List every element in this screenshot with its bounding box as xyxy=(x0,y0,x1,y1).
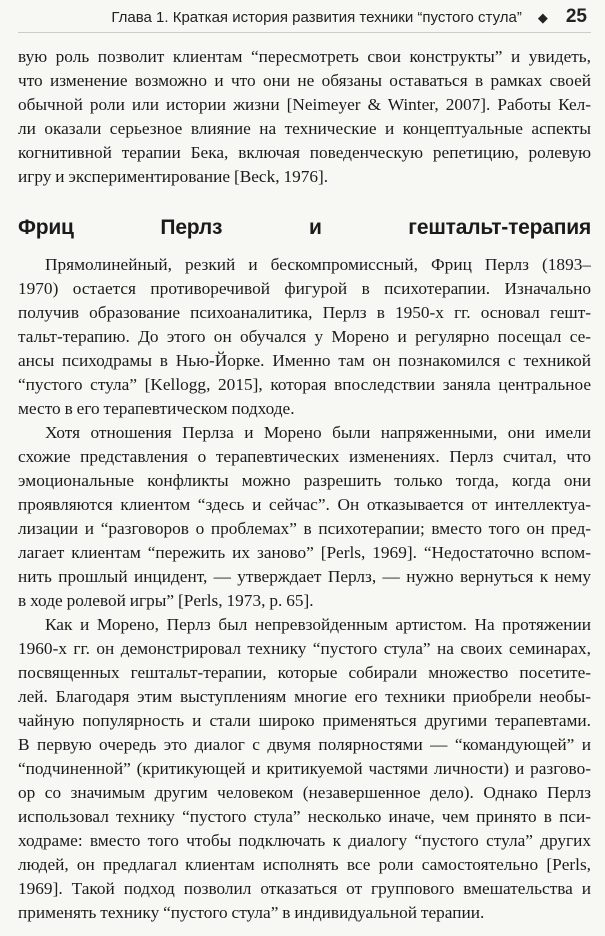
text-line: ли оказали серьезное влияние на технические и концептуальные аспекты xyxy=(18,119,591,138)
paragraph-2 xyxy=(18,421,591,613)
text-line: эмоциональные конфликты можно разрешить только тогда, когда они xyxy=(18,471,591,490)
text-line: “пустого стула” [Kellogg, 2015], которая впоследствии заняла центральное xyxy=(18,375,591,394)
text-line: ходраме: вместо того чтобы подключать к диалогу “пустого стула” других xyxy=(18,831,591,850)
paragraph-1 xyxy=(18,253,591,421)
text-line: использовал технику “пустого стула” несколько иначе, чем принято в пси- xyxy=(18,807,591,826)
text-line: ор со значимым другим человеком (незавершенное дело). Однако Перлз xyxy=(18,783,591,802)
text-line: 1970) остается противоречивой фигурой в психотерапии. Изначально xyxy=(18,279,591,298)
running-head xyxy=(18,6,591,33)
paragraph-3 xyxy=(18,613,591,925)
text-line: 1969]. Такой подход позволил отказаться от группового вмешательства и xyxy=(18,879,591,898)
section-heading: Фриц Перлз и гештальт-терапия xyxy=(18,216,591,239)
text-line: тальт-терапию. До этого он обучался у Морено и регулярно посещал се- xyxy=(18,327,591,346)
text-line: лей. Благодаря этим выступлениям многие его техники приобрели необы- xyxy=(18,687,591,706)
text-line: место в его терапевтическом подходе. xyxy=(18,399,295,418)
chapter-title: Глава 1. Краткая история развития техники “пустого стула” xyxy=(111,9,522,26)
page-number: 25 xyxy=(565,6,587,27)
text-line: обычной роли или истории жизни [Neimeyer & Winter, 2007]. Работы Кел- xyxy=(18,95,591,114)
text-line: в ходе ролевой игры” [Perls, 1973, p. 65]. xyxy=(18,591,314,610)
text-line: ансы психодрамы в Нью-Йорке. Именно там он познакомился с техникой xyxy=(18,351,591,370)
intro-paragraph xyxy=(18,45,591,189)
text-line: игру и экспериментирование [Beck, 1976]. xyxy=(18,167,329,186)
diamond-separator-icon: ◆ xyxy=(537,10,548,25)
text-line: посвященных гештальт-терапии, которые собирали множество посетите- xyxy=(18,663,591,682)
text-line: получив образование психоаналитика, Перлз в 1950-х гг. основал гешт- xyxy=(18,303,591,322)
text-line: применять технику “пустого стула” в индивидуальной терапии. xyxy=(18,903,485,922)
text-line: Как и Морено, Перлз был непревзойденным артистом. На протяжении xyxy=(45,615,591,634)
text-line: что изменение возможно и что они не обязаны оставаться в рамках своей xyxy=(18,71,591,90)
text-line: Прямолинейный, резкий и бескомпромиссный, Фриц Перлз (1893– xyxy=(45,255,591,274)
text-line: “подчиненной” (критикующей и критикуемой частями личности) и разгово- xyxy=(18,759,591,778)
text-line: лизации и “разговоров о проблемах” в психотерапии; вместо того он пред- xyxy=(18,519,591,538)
text-line: людей, он предлагал клиентам исполнять все роли самостоятельно [Perls, xyxy=(18,855,591,874)
page-body xyxy=(18,45,591,925)
text-line: когнитивной терапии Бека, включая поведенческую репетицию, ролевую xyxy=(18,143,591,162)
text-line: чайную популярность и стали широко применяться другими терапевтами. xyxy=(18,711,591,730)
text-line: Хотя отношения Перлза и Морено были напряженными, они имели xyxy=(45,423,591,442)
text-line: В первую очередь это диалог с двумя полярностями — “командующей” и xyxy=(18,735,591,754)
text-line: лагает клиентам “пережить их заново” [Perls, 1969]. “Недостаточно вспом- xyxy=(18,543,591,562)
text-line: 1960-х гг. он демонстрировал технику “пустого стула” на своих семинарах, xyxy=(18,639,591,658)
text-line: схожие представления о терапевтических изменениях. Перлз считал, что xyxy=(18,447,591,466)
text-line: проявляются клиентом “здесь и сейчас”. Он отказывается от интеллектуа- xyxy=(18,495,591,514)
text-line: нить прошлый инцидент, — утверждает Перлз, — нужно вернуться к нему xyxy=(18,567,591,586)
text-line: вую роль позволит клиентам “пересмотреть свои конструкты” и увидеть, xyxy=(18,47,591,66)
